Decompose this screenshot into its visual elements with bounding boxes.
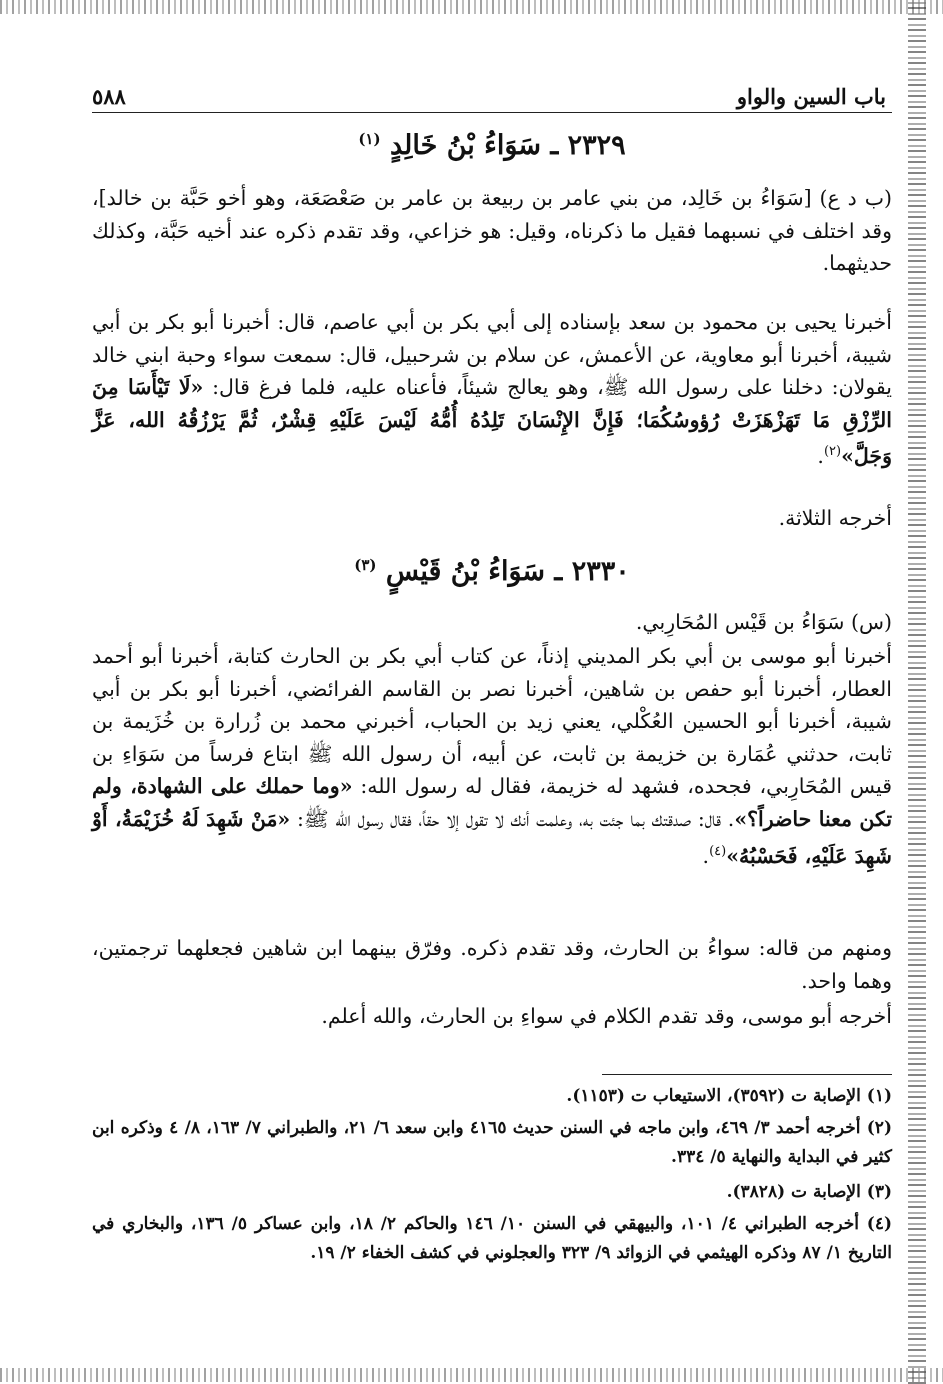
section-title: باب السين والواو (736, 84, 886, 109)
footnote-ref: (٣) (354, 556, 377, 574)
footnote-separator (602, 1074, 892, 1075)
bottom-ornamental-border (0, 1368, 943, 1382)
footnote-ref: (٤) (709, 843, 727, 859)
hadith-paragraph: أخبرنا أبو موسى بن أبي بكر المديني إذناً، عن كتاب أبي بكر بن الحارث كتابة، أخبرنا أبو أحمد العطار، أخبرنا أبو حفص بن شاهين، أخبرنا نصر بن القاسم الفرائضي، أخبرنا أبو بكر بن أبي شيبة، أخبرنا أبو الحسين العُكْلي، يعني زيد بن الحباب، أخبرني محمد بن زُرارة بن خُزَيمة بن ثابت، حدثني عُمَارة بن خزيمة بن ثابت، عن أبيه، أن رسول الله ﷺ ابتاع فرساً من سَوَاءِ بن قيس المُحَارِبي، فجحده، فشهد له خزيمة، فقال له رسول الله: «وما حملك على الشهادة، ولم تكن معنا حاضراً؟». قال: صدقتك بما جئت به، وعلمت أنك لا تقول إلا حقاً، فقال رسول الله ﷺ: «مَنْ شَهِدَ لَهُ خُزَيْمَةُ، أَوْ شَهِدَ عَلَيْهِ، فَحَسْبُهُ»$^{(٤)}$. (92, 644, 893, 868)
footnote-ref: (١) (358, 130, 381, 148)
entry-number: ٢٣٣٠ (571, 556, 630, 587)
note-paragraph: ومنهم من قاله: سواءُ بن الحارث، وقد تقدم ذكره. وفرّق بينهما ابن شاهين فجعلهما ترجمتين، وهما واحد. (92, 936, 892, 993)
entry-number: ٢٣٢٩ (567, 130, 626, 161)
entry-intro-paragraph: (ب د ع) [سَوَاءُ بن خَالِد، من بني عامر بن ربيعة بن عامر بن صَعْصَعَة، وهو أخو حَبَّة بن خالد]، وقد اختلف في نسبهما فقيل ما ذكرناه، وقيل: هو خزاعي، وقد تقدم ذكره عند أخيه حَبَّة، وكذلك حديثهما. (92, 186, 892, 276)
footnote-4: (٤) أخرجه الطبراني ٤/ ١٠١، والبيهقي في السنن ١٠/ ١٤٦ والحاكم ٢/ ١٨، وابن عساكر ٥/ ١٣٦، والبخاري في التاريخ ١/ ٨٧ وذكره الهيثمي في الزوائد ٩/ ٣٢٣ والعجلوني في كشف الخفاء ٢/ ١٩. (92, 1214, 893, 1263)
entry-intro-paragraph: (س) سَوَاءُ بن قَيْس المُحَارِبي. (635, 610, 892, 634)
top-ornamental-border (0, 0, 943, 14)
page-number: ٥٨٨ (92, 84, 126, 109)
entry-name: سَوَاءُ بْنُ قَيْسٍ (385, 556, 546, 587)
source-note: أخرجه أبو موسى، وقد تقدم الكلام في سواءِ بن الحارث، والله أعلم. (321, 1004, 892, 1028)
entry-title-2329: ٢٣٢٩ ـ سَوَاءُ بْنُ خَالِدٍ $^{(١)}$ (358, 130, 626, 161)
footnote-ref: (٢) (823, 444, 842, 460)
right-ornamental-border (908, 0, 926, 1384)
running-header (92, 78, 892, 113)
footnote-3: (٣) الإصابة ت (٣٨٢٨). (726, 1182, 892, 1202)
source-note: أخرجه الثلاثة. (778, 506, 892, 530)
footnote-2: (٢) أخرجه أحمد ٣/ ٤٦٩، وابن ماجه في السنن حديث ٤١٦٥ وابن سعد ٦/ ٢١، والطبراني ٧/ ١٦٣، ٨/ ٤ وذكره ابن كثير في البداية والنهاية ٥/ ٣٣٤. (92, 1118, 892, 1167)
entry-title-2330: ٢٣٣٠ ـ سَوَاءُ بْنُ قَيْسٍ $^{(٣)}$ (354, 556, 630, 587)
hadith-chain: أخبرنا أبو موسى بن أبي بكر المديني إذناً، عن كتاب أبي بكر بن الحارث كتابة، أخبرنا أبو أحمد العطار، أخبرنا أبو حفص بن شاهين، أخبرنا نصر بن القاسم الفرائضي، أخبرنا أبو بكر بن أبي شيبة، أخبرنا أبو الحسين العُكْلي، يعني زيد بن الحباب، أخبرني محمد بن زُرارة بن خُزَيمة بن ثابت، حدثني عُمَارة بن خزيمة بن ثابت، عن أبيه، أن رسول الله ﷺ ابتاع فرساً من سَوَاءِ بن قيس المُحَارِبي، فجحده، فشهد له خزيمة، فقال له رسول الله: (92, 644, 892, 799)
footnote-1: (١) الإصابة ت (٣٥٩٢)، الاستيعاب ت (١١٥٣). (566, 1086, 892, 1106)
hadith-paragraph: أخبرنا يحيى بن محمود بن سعد بإسناده إلى أبي بكر بن أبي عاصم، قال: أخبرنا أبو بكر بن أبي شيبة، أخبرنا أبو معاوية، عن الأعمش، عن سلام بن شرحبيل، قال: سمعت سواء وحبة ابني خالد يقولان: دخلنا على رسول الله ﷺ، وهو يعالج شيئاً، فأعناه عليه، فلما فرغ قال: «لَا تَيْأَسَا مِنَ الرِّزْقِ مَا تَهَزْهَزَتْ رُؤوسُكُمَا؛ فَإِنَّ الإِنْسَانَ تَلِدُهُ أُمُّهُ لَيْسَ عَلَيْهِ قِشْرٌ، ثُمَّ يَرْزُقُهُ الله، عَزَّ وَجَلَّ»$^{(٢)}$. (92, 310, 892, 469)
entry-name: سَوَاءُ بْنُ خَالِدٍ (390, 130, 541, 161)
hadith-text: «وما حملك على الشهادة، ولم تكن معنا حاضراً؟» (92, 774, 893, 831)
hadith-text: «مَنْ شَهِدَ لَهُ خُزَيْمَةُ، أَوْ شَهِدَ عَلَيْهِ، فَحَسْبُهُ» (92, 806, 892, 868)
hadith-text: «لَا تَيْأَسَا مِنَ الرِّزْقِ مَا تَهَزْهَزَتْ رُؤوسُكُمَا؛ فَإِنَّ الإِنْسَانَ تَلِدُهُ أُمُّهُ لَيْسَ عَلَيْهِ قِشْرٌ، ثُمَّ يَرْزُقُهُ الله، عَزَّ وَجَلَّ» (92, 375, 892, 469)
hadith-chain: أخبرنا يحيى بن محمود بن سعد بإسناده إلى أبي بكر بن أبي عاصم، قال: أخبرنا أبو بكر بن أبي شيبة، أخبرنا أبو معاوية، عن الأعمش، عن سلام بن شرحبيل، قال: سمعت سواء وحبة ابني خالد يقولان: دخلنا على رسول الله ﷺ، وهو يعالج شيئاً، فأعناه عليه، فلما فرغ قال: (92, 310, 892, 400)
book-page (92, 78, 892, 1318)
